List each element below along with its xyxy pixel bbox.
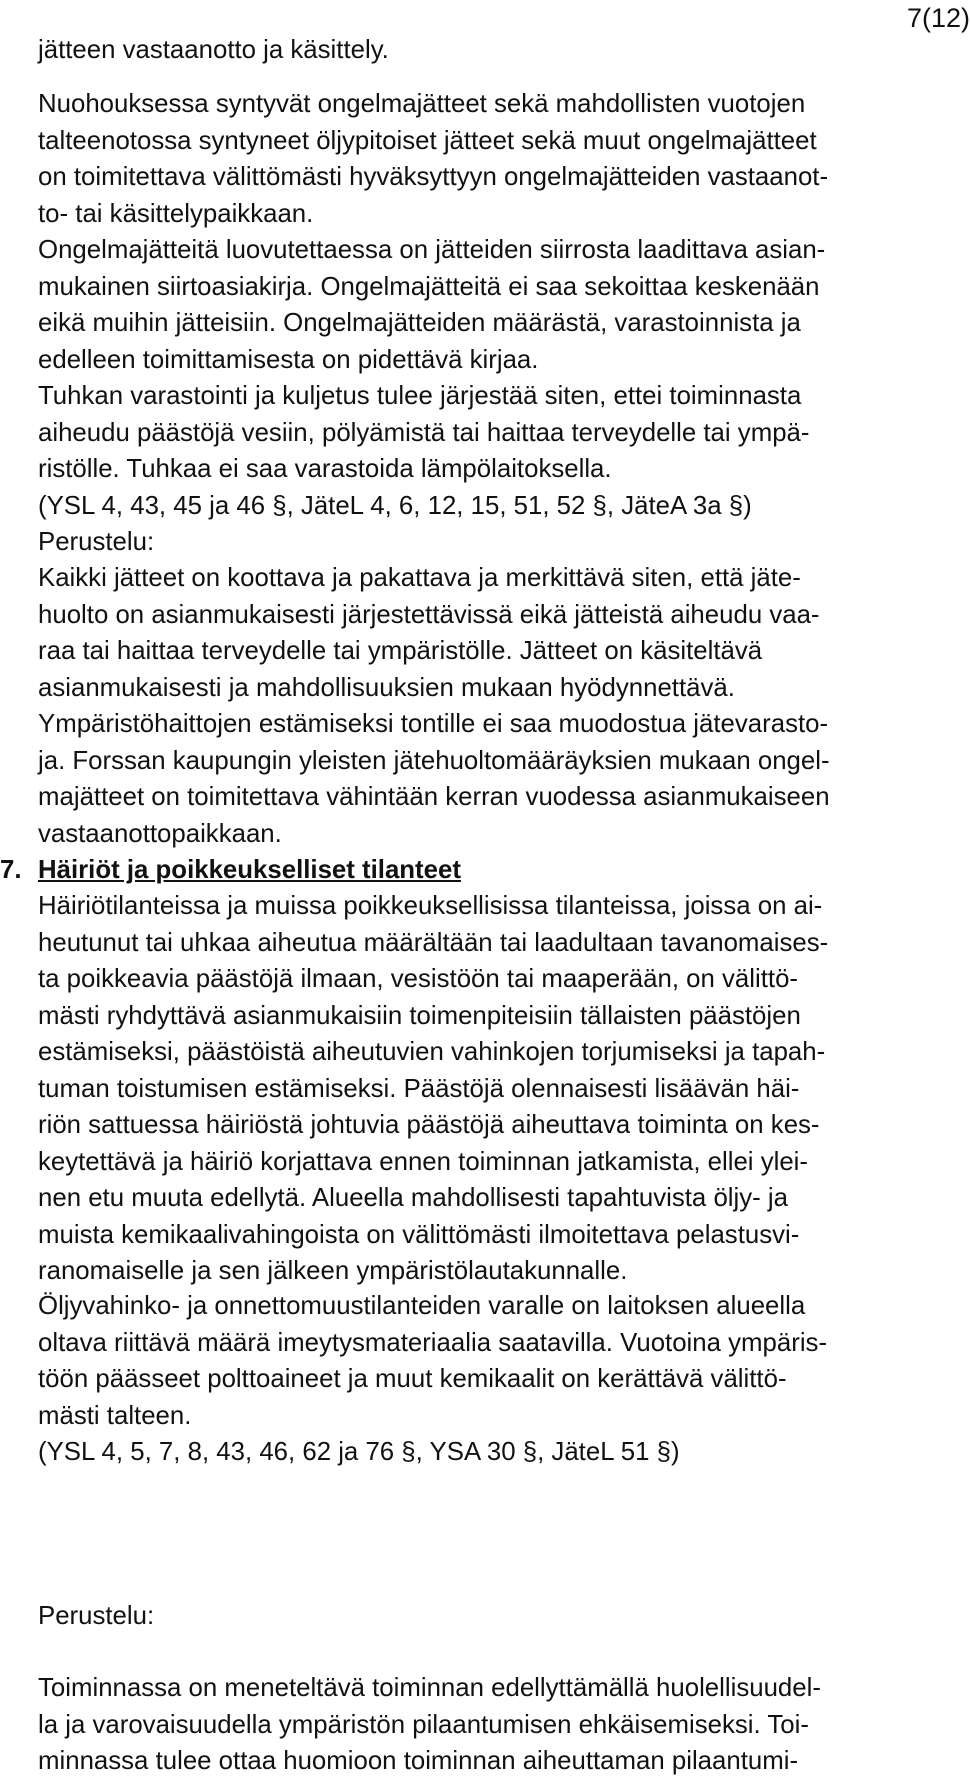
text-line: keytettävä ja häiriö korjattava ennen toiminnan jatkamista, ellei ylei- xyxy=(38,1147,809,1176)
paragraph-waste-packing xyxy=(38,560,930,706)
text-line: Nuohouksessa syntyvät ongelmajätteet sekä mahdollisten vuotojen xyxy=(38,90,806,118)
paragraph-oil-spill-preparedness xyxy=(38,1288,930,1471)
section-title: Häiriöt ja poikkeukselliset tilanteet xyxy=(38,856,461,884)
text-line: Toiminnassa on meneteltävä toiminnan edellyttämällä huolellisuudel- xyxy=(38,1674,821,1702)
page-number: 7(12) xyxy=(906,3,970,33)
text-line: Öljyvahinko- ja onnettomuustilanteiden varalle on laitoksen alueella xyxy=(38,1292,806,1320)
justification-heading xyxy=(38,524,930,561)
legal-reference: (YSL 4, 5, 7, 8, 43, 46, 62 ja 76 §, YSA 30 §, JäteL 51 §) xyxy=(38,1438,680,1466)
text-line: raa tai haittaa terveydelle tai ympäristölle. Jätteet on käsiteltävä xyxy=(38,637,763,665)
text-line: muista kemikaalivahingoista on välittömästi ilmoitettava pelastusvi- xyxy=(38,1220,800,1249)
text-line: töön päässeet polttoaineet ja muut kemikaalit on kerättävä välittö- xyxy=(38,1365,787,1393)
paragraph-continuation xyxy=(38,32,930,69)
text-line: la ja varovaisuudella ympäristön pilaantumisen ehkäisemiseksi. Toi- xyxy=(38,1710,809,1739)
text-line: edelleen toimittamisesta on pidettävä kirjaa. xyxy=(38,345,539,374)
paragraph-ash-storage xyxy=(38,378,930,524)
text-line: majätteet on toimitettava vähintään kerran vuodessa asianmukaiseen xyxy=(38,783,830,811)
text-line: to- tai käsittelypaikkaan. xyxy=(38,199,314,228)
section-heading xyxy=(0,852,461,889)
text-line: riön sattuessa häiriöstä johtuvia päästöjä aiheuttava toiminta on kes- xyxy=(38,1111,820,1139)
text-line: minnassa tulee ottaa huomioon toiminnan aiheuttaman pilaantumi- xyxy=(38,1747,799,1775)
text-line: Ympäristöhaittojen estämiseksi tontille ei saa muodostua jätevarasto- xyxy=(38,710,829,738)
paragraph-waste-storage-plot xyxy=(38,706,930,852)
text-line: Tuhkan varastointi ja kuljetus tulee järjestää siten, ettei toiminnasta xyxy=(38,382,802,410)
text-line: vastaanottopaikkaan. xyxy=(38,819,282,848)
text-line: talteenotossa syntyneet öljypitoiset jätteet sekä muut ongelmajätteet xyxy=(38,126,817,155)
text-line: ta poikkeavia päästöjä ilmaan, vesistöön tai maaperään, on välittö- xyxy=(38,965,799,993)
perustelu-label: Perustelu: xyxy=(38,528,155,556)
text-line: asianmukaisesti ja mahdollisuuksien mukaan hyödynnettävä. xyxy=(38,673,735,702)
paragraph-hazardous-waste-delivery xyxy=(38,86,930,232)
text-line: mästi talteen. xyxy=(38,1401,192,1430)
text-line: nen etu muuta edellytä. Alueella mahdollisesti tapahtuvista öljy- ja xyxy=(38,1184,788,1212)
paragraph-transfer-document xyxy=(38,232,930,378)
text-line: Kaikki jätteet on koottava ja pakattava ja merkittävä siten, että jäte- xyxy=(38,564,801,592)
text-line: aiheudu päästöjä vesiin, pölyämistä tai haittaa terveydelle tai ympä- xyxy=(38,418,810,447)
text-line: tuman toistumisen estämiseksi. Päästöjä olennaisesti lisäävän häi- xyxy=(38,1074,800,1103)
text-line: eikä muihin jätteisiin. Ongelmajätteiden määrästä, varastoinnista ja xyxy=(38,309,801,337)
text-line: mukainen siirtoasiakirja. Ongelmajätteitä ei saa sekoittaa keskenään xyxy=(38,272,820,301)
text-line: Ongelmajätteitä luovutettaessa on jätteiden siirrosta laadittava asian- xyxy=(38,236,826,264)
text-line: on toimitettava välittömästi hyväksyttyyn ongelmajätteiden vastaanot- xyxy=(38,163,829,191)
text-line: estämiseksi, päästöistä aiheutuvien vahinkojen torjumiseksi ja tapah- xyxy=(38,1038,826,1066)
text-line: oltava riittävä määrä imeytysmateriaalia saatavilla. Vuotoina ympäris- xyxy=(38,1328,828,1357)
text-line: mästi ryhdyttävä asianmukaisiin toimenpiteisiin tällaisten päästöjen xyxy=(38,1001,801,1030)
text-line: jätteen vastaanotto ja käsittely. xyxy=(38,36,389,64)
text-line: ristölle. Tuhkaa ei saa varastoida lämpölaitoksella. xyxy=(38,455,612,483)
legal-reference: (YSL 4, 43, 45 ja 46 §, JäteL 4, 6, 12, 15, 51, 52 §, JäteA 3a §) xyxy=(38,491,752,520)
text-line: ranomaiselle ja sen jälkeen ympäristölautakunnalle. xyxy=(38,1257,628,1285)
text-line: ja. Forssan kaupungin yleisten jätehuoltomääräyksien mukaan ongel- xyxy=(38,746,830,775)
text-line: Häiriötilanteissa ja muissa poikkeuksellisissa tilanteissa, joissa on ai- xyxy=(38,892,823,920)
section-number: 7. xyxy=(0,856,22,884)
justification-heading xyxy=(38,1598,930,1635)
text-line: heutunut tai uhkaa aiheutua määrältään tai laadultaan tavanomaises- xyxy=(38,928,829,957)
text-line: huolto on asianmukaisesti järjestettävissä eikä jätteistä aiheudu vaa- xyxy=(38,600,820,629)
paragraph-disturbance-situations xyxy=(38,888,930,1290)
perustelu-label: Perustelu: xyxy=(38,1602,155,1630)
paragraph-careful-operation xyxy=(38,1670,930,1780)
